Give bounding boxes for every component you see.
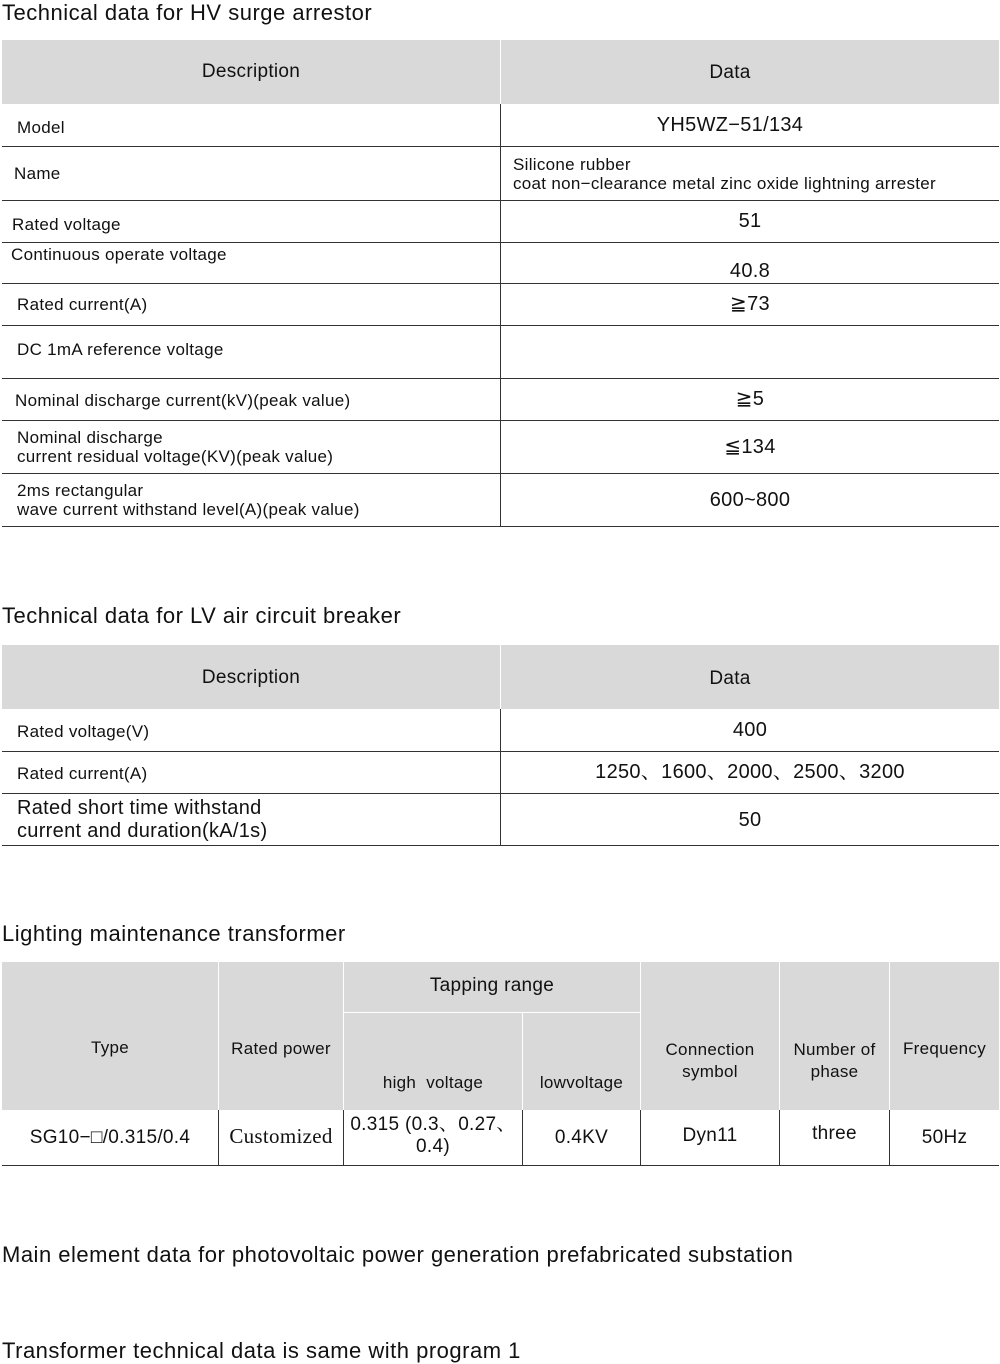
row-value [500,147,999,200]
row-value: ≧73 [500,284,999,325]
table-bottom-border [2,1165,999,1166]
header-description: Description [201,666,301,688]
cell-high-voltage [344,1114,522,1158]
header-frequency: Frequency [902,1039,987,1058]
section-title-lighting-maintenance-transformer: Lighting maintenance transformer [2,921,346,946]
table-row [2,709,999,752]
row-value: 40.8 [500,243,999,283]
table-row [2,326,999,379]
row-label-line: wave current withstand level(A)(peak value) [17,500,360,519]
row-value: YH5WZ−51/134 [500,104,999,146]
table-row [2,147,999,201]
header-line: phase [810,1062,859,1081]
row-value: 400 [500,709,999,751]
header-line: Connection [665,1040,755,1059]
header-high-voltage: high voltage [382,1073,484,1092]
row-label [2,474,500,526]
row-value-line: coat non−clearance metal zinc oxide lightning arrester [513,173,937,193]
row-value: ≦134 [500,421,999,473]
header-divider [218,962,219,1110]
table-row [2,201,999,242]
row-label: Nominal discharge current(kV)(peak value) [15,391,351,410]
header-tapping-range: Tapping range [429,975,555,996]
row-label: DC 1mA reference voltage [17,339,224,359]
row-label: Continuous operate voltage [11,245,227,264]
table-header-row [2,40,999,104]
lv-air-circuit-breaker-table [2,645,999,846]
cell-frequency: 50Hz [921,1127,968,1148]
row-label [2,421,500,473]
header-divider [889,962,890,1110]
section-title-hv-surge-arrestor: Technical data for HV surge arrestor [2,0,373,25]
header-line: Rated [231,1039,279,1058]
header-low-voltage: lowvoltage [539,1073,624,1092]
section-title-photovoltaic-substation: Main element data for photovoltaic power generation prefabricated substation [2,1242,794,1267]
row-label: Rated voltage [12,215,121,234]
row-value-line: Silicone rubber [513,154,631,174]
table-row [2,794,999,846]
row-label: Model [17,117,65,137]
table-row [2,752,999,794]
header-line: symbol [682,1062,738,1081]
row-value [500,326,999,378]
table-header-row [2,645,999,709]
cell-line: (0.3、0.27、0.4) [404,1114,516,1157]
row-value: 51 [500,201,999,242]
row-label [2,794,500,845]
table-row [2,104,999,147]
section-title-transformer-technical-data: Transformer technical data is same with program 1 [2,1338,521,1363]
header-line: Number of [793,1040,876,1059]
row-label: Rated voltage(V) [17,721,150,741]
cell-type: SG10−□/0.315/0.4 [29,1127,191,1148]
row-value: 1250、1600、2000、2500、3200 [500,752,999,793]
cell-number-of-phase: three [812,1123,857,1144]
cell-line: 0.315 [350,1114,400,1135]
row-label: Rated current(A) [17,764,148,783]
table-row [2,379,999,421]
table-row [2,421,999,474]
hv-surge-arrestor-table [2,40,999,527]
row-value: 600~800 [500,474,999,526]
header-divider [640,962,641,1110]
header-connection-symbol [641,1039,779,1083]
cell-connection-symbol: Dyn11 [682,1125,738,1146]
row-label-line: Rated short time withstand [17,796,262,819]
header-data: Data [500,645,999,709]
header-line: power [283,1039,331,1058]
header-divider [779,962,780,1110]
cell-low-voltage: 0.4KV [554,1127,609,1148]
table-row [2,242,999,284]
row-label: Rated current(A) [17,295,148,314]
table-row [2,474,999,527]
row-label-line: 2ms rectangular [17,481,144,500]
header-divider [522,1013,523,1110]
row-label-line: current and duration(kA/1s) [17,819,268,842]
row-label-line: current residual voltage(KV)(peak value) [17,447,334,466]
row-label: Name [14,164,61,183]
lighting-transformer-table [2,962,999,1166]
header-type: Type [90,1038,130,1057]
header-rated-power [219,1040,343,1057]
row-value: ≧5 [500,379,999,420]
row-value: 50 [500,794,999,845]
table-row [2,284,999,326]
section-title-lv-air-circuit-breaker: Technical data for LV air circuit breaker [2,603,402,628]
row-label-line: Nominal discharge [17,428,163,447]
header-number-of-phase [780,1039,889,1083]
header-data: Data [500,40,999,104]
header-divider [344,1012,640,1013]
header-description: Description [201,60,301,82]
cell-rated-power: Customized [229,1124,333,1148]
